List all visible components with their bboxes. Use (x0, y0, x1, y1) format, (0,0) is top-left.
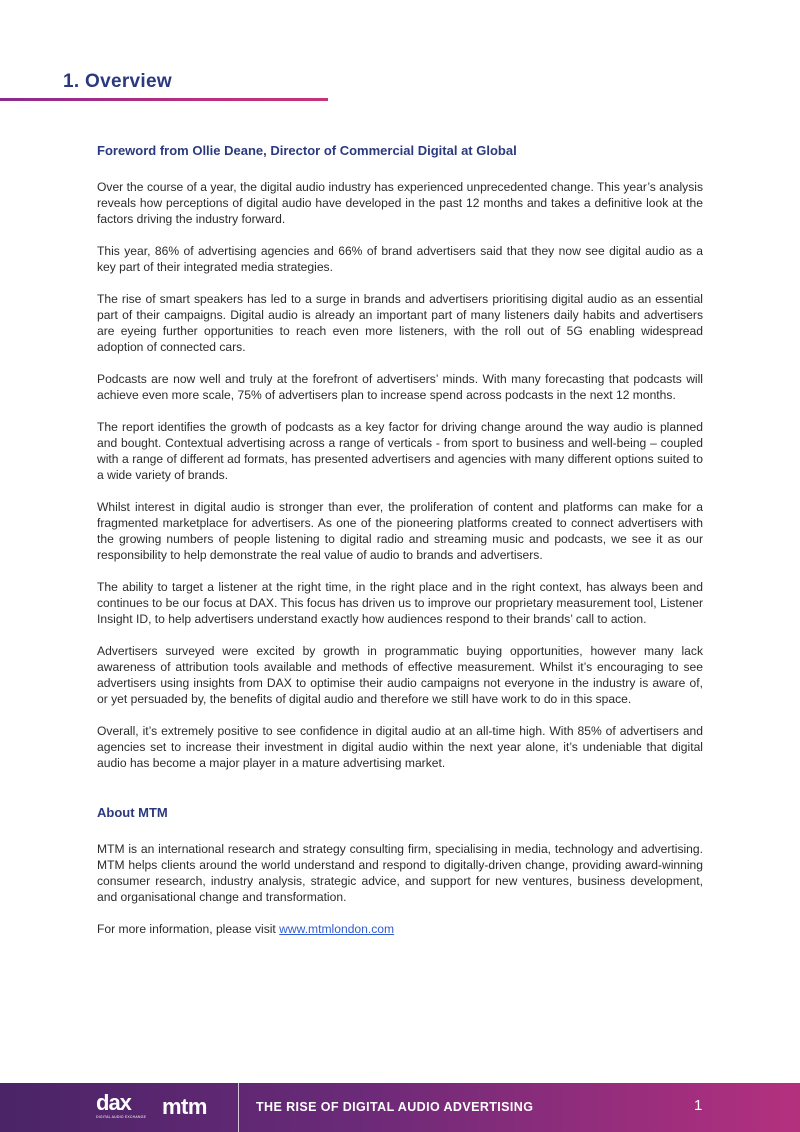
foreword-paragraph-1: Over the course of a year, the digital audio industry has experienced unprecedented change. This year’s analysis reveals how perceptions of digital audio have developed in the past 12 months and takes a definitive look at the factors driving the industry forward. (97, 180, 703, 226)
mtm-website-link[interactable]: www.mtmlondon.com (279, 922, 395, 936)
foreword-paragraph-8: Advertisers surveyed were excited by growth in programmatic buying opportunities, however many lack awareness of attribution tools available and methods of effective measurement. Whilst it’s encouraging to see advertisers using insights from DAX to optimise their audio campaigns not everyone in the industry is aware of, or yet persuaded by, the benefits of digital audio and therefore we still have work to do in this space. (97, 644, 703, 706)
more-info-prefix: For more information, please visit (97, 922, 280, 936)
foreword-paragraph-6: Whilst interest in digital audio is stronger than ever, the proliferation of content and platforms can make for a fragmented marketplace for advertisers. As one of the pioneering platforms created to connect advertisers with the growing numbers of people listening to digital radio and streaming music and podcasts, we see it as our responsibility to help demonstrate the real value of audio to brands and advertisers. (97, 500, 703, 562)
dax-logo (96, 1090, 147, 1124)
footer-bar (0, 1083, 800, 1132)
mtm-logo: mtm (162, 1094, 207, 1119)
foreword-paragraph-4: Podcasts are now well and truly at the forefront of advertisers’ minds. With many forecasting that podcasts will achieve even more scale, 75% of advertisers plan to increase spend across podcasts in the next 12 months. (97, 372, 703, 402)
title-underline (0, 98, 328, 101)
foreword-paragraph-9: Overall, it’s extremely positive to see confidence in digital audio at an all-time high. With 85% of advertisers and agencies set to increase their investment in digital audio within the next year alone, it’s undeniable that digital audio has become a major player in a mature advertising market. (97, 724, 703, 770)
dax-logo-tagline: DIGITAL AUDIO EXCHANGE (96, 1115, 147, 1119)
more-info-line (97, 921, 703, 937)
foreword-heading: Foreword from Ollie Deane, Director of Commercial Digital at Global (97, 143, 517, 158)
footer-divider (238, 1083, 239, 1132)
main-content (97, 141, 703, 953)
page-number: 1 (694, 1097, 703, 1114)
foreword-paragraph-7: The ability to target a listener at the right time, in the right place and in the right context, has always been and continues to be our focus at DAX. This focus has driven us to improve our proprietary measurement tool, Listener Insight ID, to help advertisers understand exactly how audiences respond to their brands’ call to action. (97, 580, 703, 626)
about-heading: About MTM (97, 805, 168, 820)
about-paragraph: MTM is an international research and strategy consulting firm, specialising in media, technology and advertising. MTM helps clients around the world understand and respond to digitally-driven change, providing award-winning consumer research, industry analysis, strategic advice, and support for new ventures, business development, and organisational change and transformation. (97, 842, 703, 904)
foreword-paragraph-2: This year, 86% of advertising agencies and 66% of brand advertisers said that they now see digital audio as a key part of their integrated media strategies. (97, 244, 703, 274)
dax-logo-wordmark: dax (96, 1090, 131, 1115)
report-title: THE RISE OF DIGITAL AUDIO ADVERTISING (256, 1100, 534, 1114)
page-title: 1. Overview (63, 71, 172, 92)
section-spacer (97, 787, 703, 803)
foreword-paragraph-5: The report identifies the growth of podcasts as a key factor for driving change around the way audio is planned and bought. Contextual advertising across a range of verticals - from sport to business and well-being – coupled with a range of different ad formats, has presented advertisers and agencies with many different options suited to a wide variety of brands. (97, 420, 703, 482)
foreword-paragraph-3: The rise of smart speakers has led to a surge in brands and advertisers prioritising digital audio as an essential part of their campaigns. Digital audio is already an important part of many listeners daily habits and advertisers are eyeing further opportunities to reach even more listeners, with the roll out of 5G enabling widespread adoption of connected cars. (97, 292, 703, 354)
